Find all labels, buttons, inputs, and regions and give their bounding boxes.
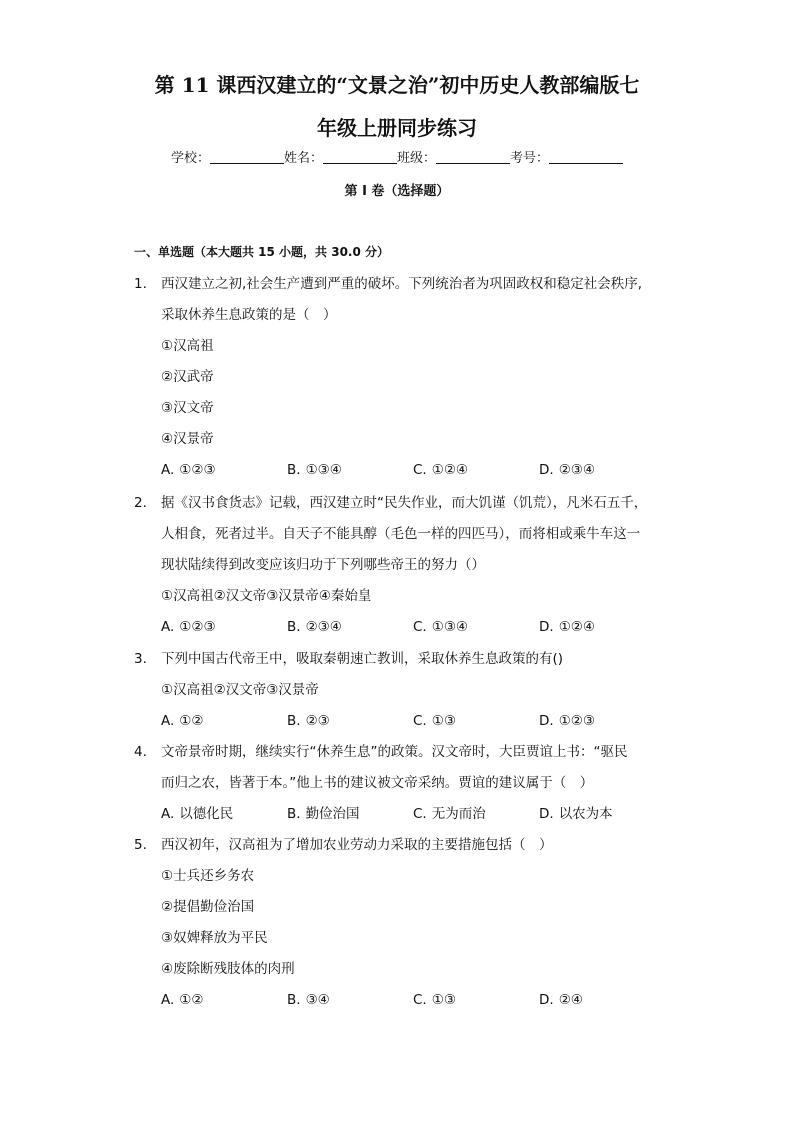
option-c[interactable]: C. ①③ — [413, 992, 456, 1008]
class-blank — [436, 150, 510, 164]
question-number: 5. — [134, 837, 147, 853]
choice-item: ①士兵还乡务农 — [161, 868, 255, 884]
option-b[interactable]: B. 勤俭治国 — [287, 806, 360, 822]
option-c[interactable]: C. ①③ — [413, 713, 456, 729]
question-text-line: 采取休养生息政策的是（ ） — [161, 307, 337, 323]
option-b[interactable]: B. ①③④ — [287, 462, 342, 478]
option-b[interactable]: B. ②③ — [287, 713, 330, 729]
option-b[interactable]: B. ②③④ — [287, 619, 342, 635]
title-line-1: 第 11 课西汉建立的“文景之治”初中历史人教部编版七 — [154, 73, 640, 97]
id-blank — [549, 150, 623, 164]
option-c[interactable]: C. 无为而治 — [413, 806, 486, 822]
option-d[interactable]: D. ①②③ — [539, 713, 595, 729]
option-a[interactable]: A. ①② — [161, 713, 204, 729]
question-text-line: 现状陆续得到改变应该归功于下列哪些帝王的努力（） — [161, 557, 485, 573]
question-number: 2. — [134, 495, 147, 511]
question-text-line: 下列中国古代帝王中，吸取秦朝速亡教训，采取休养生息政策的有() — [161, 651, 564, 667]
name-label: 姓名： — [283, 151, 323, 166]
question-text-line: 西汉建立之初,社会生产遭到严重的破坏。下列统治者为巩固政权和稳定社会秩序, — [161, 276, 643, 292]
option-a[interactable]: A. ①② — [161, 992, 204, 1008]
volume-heading: 第 I 卷（选择题） — [344, 184, 450, 199]
section-heading: 一、单选题（本大题共 15 小题，共 30.0 分） — [134, 245, 390, 259]
question-number: 4. — [134, 744, 147, 760]
option-d[interactable]: D. 以农为本 — [539, 806, 613, 822]
choice-item: ③汉文帝 — [161, 400, 214, 416]
option-a[interactable]: A. ①②③ — [161, 462, 216, 478]
choice-item: ①汉高祖 — [161, 338, 214, 354]
question-text-line: 人相食，死者过半。自天子不能具醇（毛色一样的四匹马），而将相或乘牛车这一 — [161, 526, 641, 542]
name-blank — [323, 150, 397, 164]
choice-item: ③奴婢释放为平民 — [161, 930, 268, 946]
choice-item: ①汉高祖②汉文帝③汉景帝④秦始皇 — [161, 588, 372, 604]
choice-item: ②汉武帝 — [161, 369, 214, 385]
class-label: 班级： — [397, 151, 437, 166]
choice-item: ④汉景帝 — [161, 431, 214, 447]
option-c[interactable]: C. ①②④ — [413, 462, 469, 478]
student-info-row — [0, 149, 794, 169]
page-title — [96, 64, 698, 150]
question-text-line: 据《汉书食货志》记载，西汉建立时“民失作业，而大饥谨（饥荒），凡米石五千， — [161, 495, 648, 511]
question-text-line: 西汉初年，汉高祖为了增加农业劳动力采取的主要措施包括（ ） — [161, 837, 553, 853]
question-number: 1. — [134, 276, 147, 292]
choice-item: ②提倡勤俭治国 — [161, 899, 255, 915]
choice-item: ①汉高祖②汉文帝③汉景帝 — [161, 682, 319, 698]
question-text-line: 而归之农，皆著于本。”他上书的建议被文帝采纳。贾谊的建议属于（ ） — [161, 775, 594, 791]
id-label: 考号： — [510, 151, 550, 166]
option-d[interactable]: D. ②④ — [539, 992, 583, 1008]
option-d[interactable]: D. ①②④ — [539, 619, 595, 635]
question-number: 3. — [134, 651, 147, 667]
option-d[interactable]: D. ②③④ — [539, 462, 595, 478]
choice-item: ④废除断残肢体的肉刑 — [161, 961, 295, 977]
question-text-line: 文帝景帝时期，继续实行“休养生息”的政策。汉文帝时，大臣贾谊上书：“驱民 — [161, 744, 628, 760]
option-c[interactable]: C. ①③④ — [413, 619, 469, 635]
option-a[interactable]: A. 以德化民 — [161, 806, 234, 822]
school-blank — [210, 150, 284, 164]
title-line-2: 年级上册同步练习 — [317, 116, 477, 140]
school-label: 学校： — [170, 151, 210, 166]
option-b[interactable]: B. ③④ — [287, 992, 330, 1008]
option-a[interactable]: A. ①②③ — [161, 619, 216, 635]
